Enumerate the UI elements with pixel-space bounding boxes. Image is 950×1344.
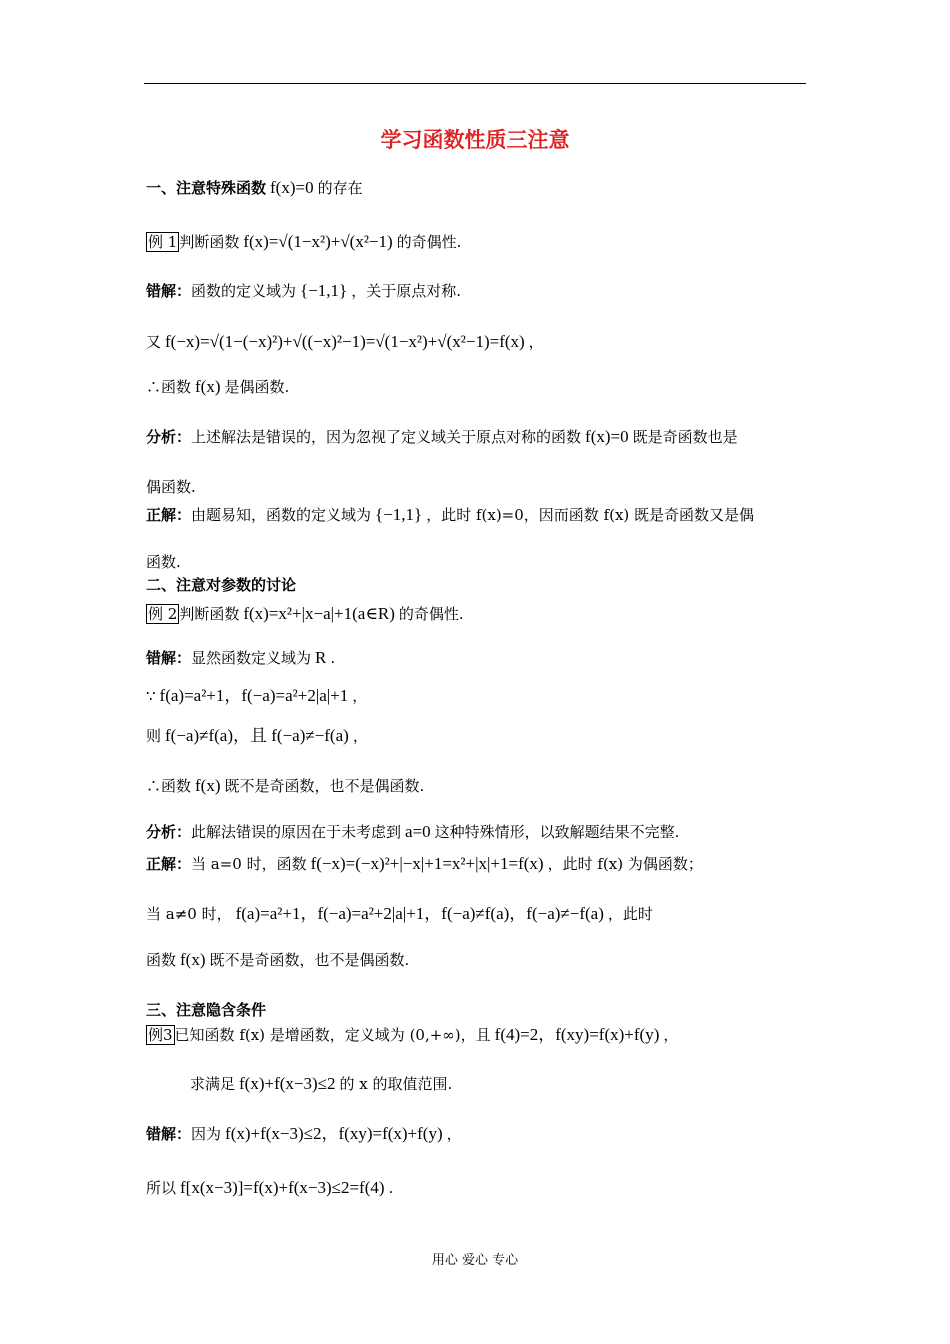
math-expression: f(x)=0 bbox=[270, 178, 314, 197]
line-tail: 的存在 bbox=[317, 179, 363, 197]
section-heading: 二、注意对参数的讨论 bbox=[146, 576, 297, 594]
line-text: 显然函数定义域为 bbox=[191, 649, 312, 667]
line-text: 偶函数. bbox=[146, 478, 196, 496]
text-line bbox=[146, 477, 196, 497]
line-tail: 既是奇函数也是 bbox=[632, 428, 738, 446]
text-line bbox=[190, 1074, 452, 1094]
section-heading: 正解： bbox=[146, 855, 192, 873]
line-tail: 是偶函数. bbox=[224, 378, 290, 396]
math-expression: f(a)=a²+1，f(−a)=a²+2|a|+1 bbox=[159, 686, 349, 705]
line-text: 当 a≠0 时， bbox=[146, 905, 232, 923]
line-text: 所以 bbox=[146, 1179, 177, 1197]
text-line bbox=[146, 904, 653, 924]
math-expression: f(−a)≠f(a)，且 f(−a)≠−f(a) bbox=[165, 726, 349, 745]
line-tail: 的奇偶性. bbox=[396, 233, 462, 251]
text-line bbox=[146, 575, 296, 595]
math-expression: f(x) bbox=[180, 950, 206, 969]
section-heading: 分析： bbox=[146, 823, 192, 841]
line-tail: 的 x 的取值范围. bbox=[339, 1075, 453, 1093]
line-tail: ， bbox=[352, 727, 368, 745]
example-label: 例 2 bbox=[148, 605, 178, 623]
text-line bbox=[146, 332, 544, 352]
page-title: 学习函数性质三注意 bbox=[380, 128, 570, 152]
text-line bbox=[146, 552, 181, 572]
section-heading: 错解： bbox=[146, 1125, 192, 1143]
line-text: 当 a=0 时，函数 bbox=[191, 855, 307, 873]
header-rule bbox=[144, 83, 806, 84]
math-expression: R bbox=[315, 648, 327, 667]
line-text: 函数的定义域为 bbox=[191, 282, 297, 300]
line-tail: . bbox=[388, 1179, 394, 1197]
section-heading: 一、注意特殊函数 bbox=[146, 179, 267, 197]
math-expression: {−1,1} bbox=[375, 505, 423, 524]
line-tail: ， bbox=[352, 687, 368, 705]
line-text: 由题易知，函数的定义域为 bbox=[191, 506, 372, 524]
math-expression: f(x)+f(x−3)≤2 bbox=[239, 1074, 336, 1093]
text-line bbox=[146, 604, 464, 624]
math-expression: f(x)=√(1−x²)+√(x²−1) bbox=[243, 232, 393, 251]
line-text: 又 bbox=[146, 333, 162, 351]
math-expression: f(−x)=√(1−(−x)²)+√((−x)²−1)=√(1−x²)+√(x²−1)=f(x) bbox=[165, 332, 525, 351]
section-heading: 错解： bbox=[146, 649, 192, 667]
line-tail: ，此时 bbox=[607, 905, 653, 923]
text-line bbox=[146, 1124, 462, 1144]
text-line bbox=[146, 726, 368, 746]
line-tail: ，关于原点对称. bbox=[351, 282, 461, 300]
text-line bbox=[146, 281, 461, 301]
line-text: ∵ bbox=[146, 687, 156, 705]
text-line bbox=[146, 776, 424, 796]
text-line bbox=[146, 232, 461, 252]
math-expression: f(x)+f(x−3)≤2，f(xy)=f(x)+f(y) bbox=[225, 1124, 443, 1143]
line-text: 函数 bbox=[146, 951, 177, 969]
line-tail: 这种特殊情形，以致解题结果不完整. bbox=[434, 823, 680, 841]
section-heading: 正解： bbox=[146, 506, 192, 524]
line-tail: ， bbox=[663, 1026, 679, 1044]
text-line bbox=[146, 178, 363, 198]
text-line bbox=[146, 377, 289, 397]
line-text: 因为 bbox=[191, 1125, 222, 1143]
section-heading: 错解： bbox=[146, 282, 192, 300]
text-line bbox=[146, 822, 679, 842]
line-tail: . bbox=[330, 649, 336, 667]
text-line bbox=[146, 505, 754, 525]
line-tail: ，此时 f(x) 为偶函数； bbox=[547, 855, 703, 873]
math-expression: f(a)=a²+1，f(−a)=a²+2|a|+1，f(−a)≠f(a)，f(−a)≠−f(a) bbox=[235, 904, 604, 923]
math-expression: f(x) bbox=[195, 377, 221, 396]
text-line bbox=[146, 648, 335, 668]
line-tail: ， bbox=[528, 333, 544, 351]
text-line bbox=[146, 1025, 678, 1045]
example-label: 例 1 bbox=[148, 233, 178, 251]
section-heading: 三、注意隐含条件 bbox=[146, 1001, 267, 1019]
line-text: 求满足 bbox=[190, 1075, 236, 1093]
line-text: 函数. bbox=[146, 553, 181, 571]
line-tail: 既不是奇函数，也不是偶函数. bbox=[224, 777, 425, 795]
line-tail: ，此时 f(x)=0，因而函数 f(x) 既是奇函数又是偶 bbox=[426, 506, 755, 524]
text-line bbox=[146, 427, 738, 447]
line-text: ∴函数 bbox=[146, 777, 192, 795]
math-expression: {−1,1} bbox=[300, 281, 348, 300]
line-text: 上述解法是错误的，因为忽视了定义域关于原点对称的函数 bbox=[191, 428, 582, 446]
line-text: 则 bbox=[146, 727, 162, 745]
math-expression: a=0 bbox=[405, 822, 431, 841]
math-expression: f(x) bbox=[195, 776, 221, 795]
math-expression: f(4)=2，f(xy)=f(x)+f(y) bbox=[494, 1025, 660, 1044]
line-text: 此解法错误的原因在于未考虑到 bbox=[191, 823, 402, 841]
line-tail: ， bbox=[446, 1125, 462, 1143]
example-label: 例3 bbox=[148, 1026, 173, 1044]
page-footer: 用心 爱心 专心 bbox=[431, 1253, 519, 1268]
line-text: ∴函数 bbox=[146, 378, 192, 396]
section-heading: 分析： bbox=[146, 428, 192, 446]
text-line bbox=[146, 950, 409, 970]
math-expression: f(x)=x²+|x−a|+1(a∈R) bbox=[243, 604, 395, 623]
text-line bbox=[146, 854, 703, 874]
math-expression: f[x(x−3)]=f(x)+f(x−3)≤2=f(4) bbox=[180, 1178, 385, 1197]
text-line bbox=[146, 1178, 393, 1198]
math-expression: f(x)=0 bbox=[585, 427, 629, 446]
line-tail: 的奇偶性. bbox=[398, 605, 464, 623]
text-line bbox=[146, 1000, 266, 1020]
line-text: 已知函数 f(x) 是增函数，定义域为 (0,+∞)，且 bbox=[174, 1026, 491, 1044]
line-text: 判断函数 bbox=[179, 233, 240, 251]
text-line bbox=[146, 686, 367, 706]
line-text: 判断函数 bbox=[179, 605, 240, 623]
math-expression: f(−x)=(−x)²+|−x|+1=x²+|x|+1=f(x) bbox=[310, 854, 544, 873]
line-tail: 既不是奇函数，也不是偶函数. bbox=[209, 951, 410, 969]
